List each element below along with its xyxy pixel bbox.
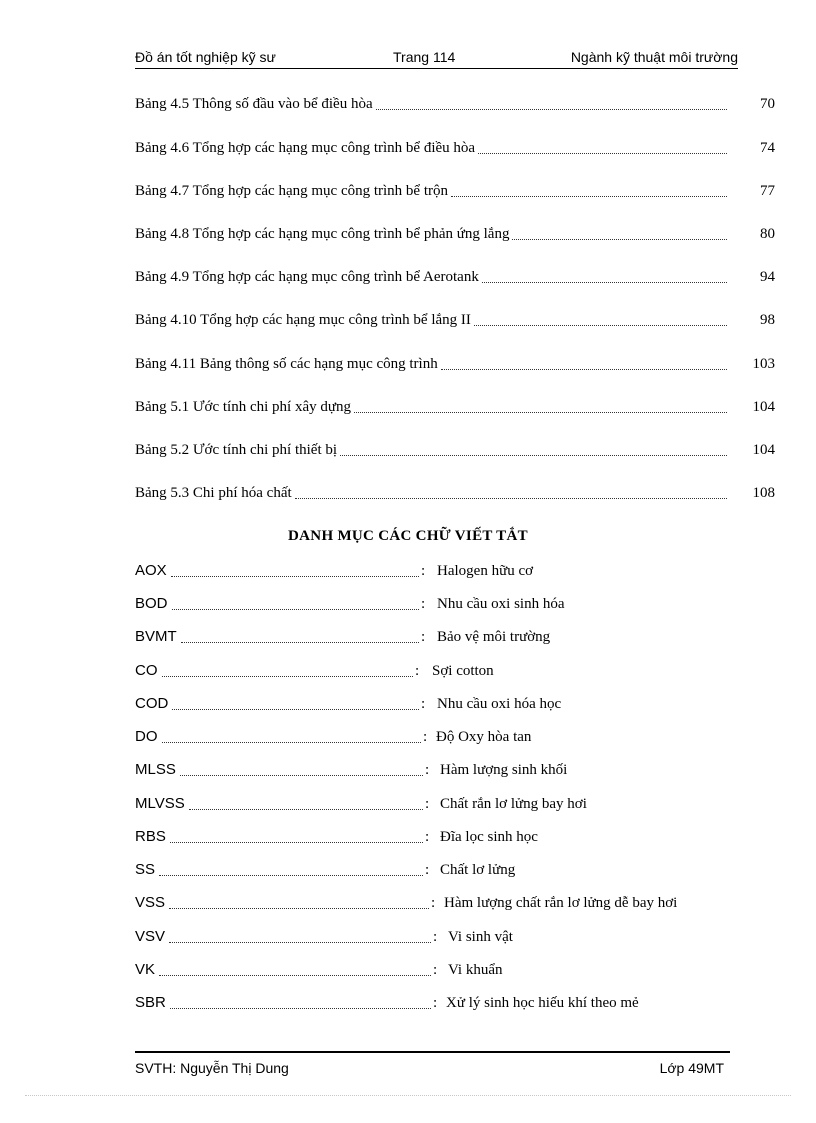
toc-page: 108 — [752, 485, 775, 501]
abbreviation-code: RBS — [135, 828, 166, 845]
toc-leader — [354, 412, 727, 413]
abbreviation-code: DO — [135, 728, 158, 745]
abbreviation-leader — [170, 1008, 431, 1009]
abbreviation-meaning: Đĩa lọc sinh học — [440, 829, 538, 845]
abbreviation-colon: : — [415, 663, 420, 679]
toc-page: 94 — [760, 269, 775, 285]
abbreviation-meaning: Độ Oxy hòa tan — [436, 729, 532, 745]
toc-page: 103 — [752, 356, 775, 372]
toc-page: 104 — [752, 399, 775, 415]
abbreviation-row — [135, 793, 775, 815]
toc-label: Bảng 4.7 Tổng hợp các hạng mục công trình bể trộn — [135, 183, 449, 199]
abbreviation-meaning: Chất lơ lửng — [440, 862, 516, 878]
abbreviation-colon: : — [431, 895, 436, 911]
abbreviation-colon: : — [425, 829, 430, 845]
abbreviation-colon: : — [421, 696, 426, 712]
abbreviation-row — [135, 626, 775, 648]
abbreviation-code: MLSS — [135, 761, 176, 778]
abbreviation-meaning: Halogen hữu cơ — [437, 563, 534, 579]
abbreviation-meaning: Vi khuẩn — [448, 962, 503, 978]
abbreviation-leader — [162, 742, 421, 743]
abbreviation-meaning: Xử lý sinh học hiếu khí theo mẻ — [446, 995, 639, 1011]
footer-student: SVTH: Nguyễn Thị Dung — [135, 1060, 289, 1076]
toc-label: Bảng 5.2 Ước tính chi phí thiết bị — [135, 442, 338, 458]
abbreviation-row — [135, 892, 775, 914]
abbreviation-leader — [172, 609, 419, 610]
abbreviation-row — [135, 826, 775, 848]
abbreviation-leader — [162, 676, 413, 677]
abbreviation-code: VSS — [135, 894, 166, 911]
abbreviation-code: MLVSS — [135, 795, 185, 812]
abbreviation-colon: : — [425, 796, 430, 812]
abbreviation-row — [135, 992, 775, 1014]
abbreviation-leader — [159, 975, 431, 976]
abbreviation-colon: : — [421, 596, 426, 612]
abbreviation-colon: : — [433, 962, 438, 978]
toc-row — [135, 94, 775, 114]
toc-row — [135, 267, 775, 287]
toc-leader — [482, 282, 727, 283]
toc-label: Bảng 4.5 Thông số đầu vào bể điều hòa — [135, 96, 373, 112]
abbreviation-leader — [180, 775, 423, 776]
header-page-number: Trang 114 — [393, 49, 456, 65]
abbreviation-meaning: Sợi cotton — [432, 663, 494, 679]
abbreviation-meaning: Chất rắn lơ lửng bay hơi — [440, 796, 587, 812]
toc-row — [135, 440, 775, 460]
toc-leader — [474, 325, 727, 326]
toc-page: 77 — [760, 183, 775, 199]
toc-leader — [441, 369, 727, 370]
abbreviation-row — [135, 926, 775, 948]
abbreviation-row — [135, 759, 775, 781]
toc-leader — [295, 498, 727, 499]
toc-leader — [376, 109, 727, 110]
header-thesis-type: Đồ án tốt nghiệp kỹ sư — [135, 49, 276, 65]
toc-leader — [512, 239, 727, 240]
toc-leader — [451, 196, 727, 197]
toc-label: Bảng 4.10 Tổng hợp các hạng mục công trình bể lắng II — [135, 312, 471, 328]
toc-row — [135, 224, 775, 244]
toc-page: 70 — [760, 96, 775, 112]
toc-row — [135, 354, 775, 374]
abbreviation-row — [135, 859, 775, 881]
abbreviation-colon: : — [421, 563, 426, 579]
abbreviation-code: BOD — [135, 595, 168, 612]
abbreviation-row — [135, 660, 775, 682]
toc-page: 98 — [760, 312, 775, 328]
abbreviation-colon: : — [421, 629, 426, 645]
abbreviation-meaning: Bảo vệ môi trường — [437, 629, 551, 645]
toc-label: Bảng 4.9 Tổng hợp các hạng mục công trình bể Aerotank — [135, 269, 479, 285]
abbreviation-leader — [171, 576, 419, 577]
abbreviation-row — [135, 959, 775, 981]
page-footer — [135, 1051, 730, 1077]
abbreviation-leader — [170, 842, 423, 843]
toc-leader — [478, 153, 727, 154]
toc-page: 80 — [760, 226, 775, 242]
header-major: Ngành kỹ thuật môi trường — [570, 49, 738, 65]
abbreviation-leader — [181, 642, 419, 643]
abbreviation-meaning: Nhu cầu oxi sinh hóa — [437, 596, 565, 612]
toc-page: 74 — [760, 140, 775, 156]
abbreviations-heading: DANH MỤC CÁC CHỮ VIẾT TẮT — [288, 528, 528, 544]
toc-row — [135, 397, 775, 417]
abbreviation-leader — [169, 908, 429, 909]
abbreviation-row — [135, 560, 775, 582]
toc-leader — [340, 455, 727, 456]
toc-label: Bảng 4.11 Bảng thông số các hạng mục công trình — [135, 356, 438, 372]
toc-row — [135, 310, 775, 330]
toc-row — [135, 138, 775, 158]
toc-label: Bảng 4.8 Tổng hợp các hạng mục công trình bể phản ứng lắng — [135, 226, 510, 242]
page-bottom-border — [25, 1095, 791, 1096]
abbreviation-leader — [189, 809, 423, 810]
abbreviation-colon: : — [433, 995, 438, 1011]
abbreviation-leader — [172, 709, 419, 710]
toc-row — [135, 181, 775, 201]
abbreviation-colon: : — [425, 862, 430, 878]
toc-page: 104 — [752, 442, 775, 458]
abbreviation-colon: : — [433, 929, 438, 945]
abbreviation-code: BVMT — [135, 628, 177, 645]
abbreviation-meaning: Nhu cầu oxi hóa học — [437, 696, 562, 712]
abbreviation-colon: : — [425, 762, 430, 778]
abbreviation-row — [135, 593, 775, 615]
abbreviation-code: SBR — [135, 994, 166, 1011]
toc-row — [135, 483, 775, 503]
abbreviation-colon: : — [423, 729, 428, 745]
abbreviation-meaning: Hàm lượng sinh khối — [440, 762, 568, 778]
abbreviation-row — [135, 693, 775, 715]
abbreviation-code: AOX — [135, 562, 167, 579]
toc-label: Bảng 5.1 Ước tính chi phí xây dựng — [135, 399, 352, 415]
abbreviation-code: VSV — [135, 928, 166, 945]
abbreviation-leader — [159, 875, 423, 876]
abbreviation-row — [135, 726, 775, 748]
abbreviation-code: SS — [135, 861, 156, 878]
abbreviation-meaning: Vi sinh vật — [448, 929, 513, 945]
abbreviation-code: VK — [135, 961, 156, 978]
abbreviation-leader — [169, 942, 431, 943]
toc-label: Bảng 4.6 Tổng hợp các hạng mục công trình bể điều hòa — [135, 140, 476, 156]
abbreviation-meaning: Hàm lượng chất rắn lơ lửng dễ bay hơi — [444, 895, 678, 911]
page-header — [135, 46, 738, 69]
footer-class: Lớp 49MT — [659, 1060, 724, 1076]
toc-label: Bảng 5.3 Chi phí hóa chất — [135, 485, 292, 501]
abbreviation-code: COD — [135, 695, 169, 712]
abbreviation-code: CO — [135, 662, 158, 679]
